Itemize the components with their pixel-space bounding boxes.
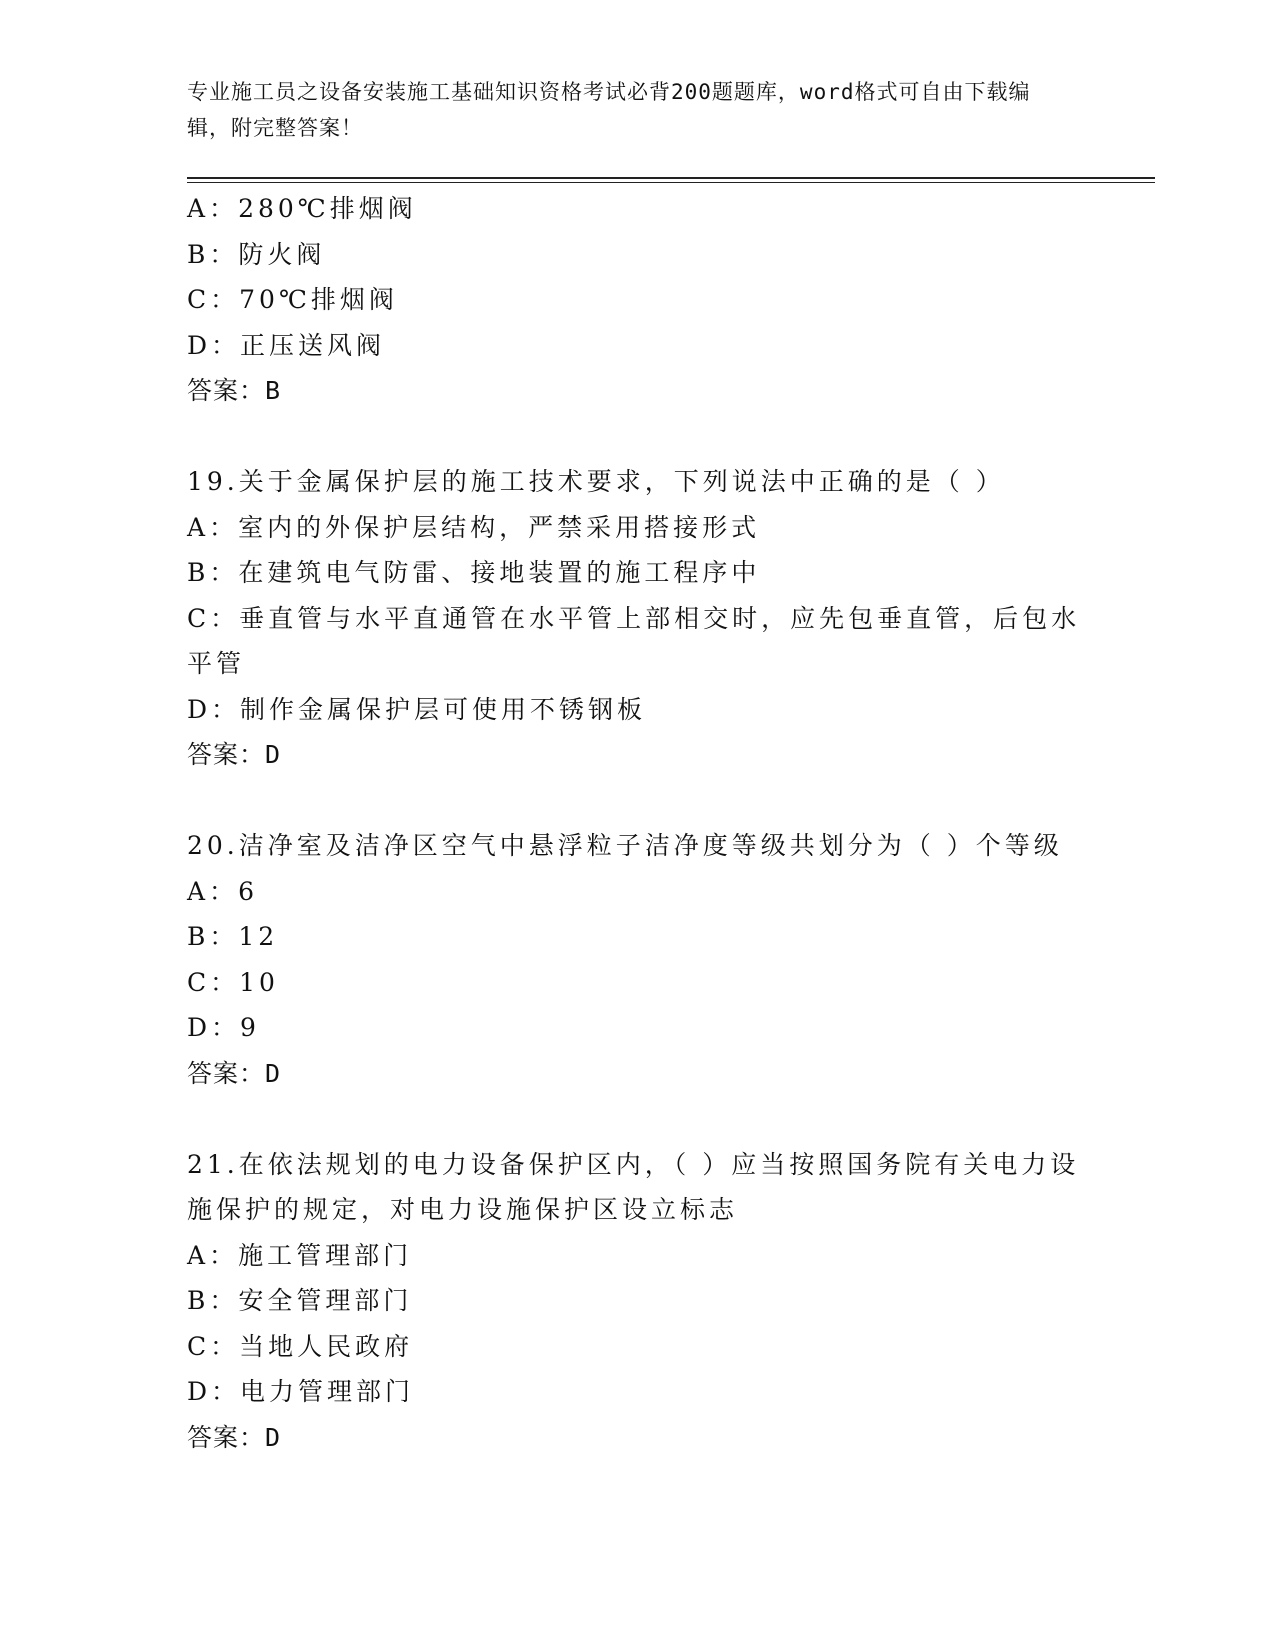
option-d: D：电力管理部门 <box>187 1377 415 1406</box>
answer: 答案：B <box>187 376 282 405</box>
answer: 答案：D <box>187 740 282 769</box>
question-stem: 21.在依法规划的电力设备保护区内，（ ）应当按照国务院有关电力设施保护的规定，对电力设施保护区设立标志 <box>187 1149 1080 1224</box>
option-b: B：安全管理部门 <box>187 1286 413 1315</box>
option-b: B：防火阀 <box>187 239 326 269</box>
option-a: A：6 <box>187 876 258 906</box>
question-stem: 19.关于金属保护层的施工技术要求，下列说法中正确的是（ ） <box>187 467 1005 496</box>
option-d: D：制作金属保护层可使用不锈钢板 <box>187 694 647 724</box>
option-c: C：70℃排烟阀 <box>187 285 398 314</box>
question-block-20 <box>187 823 1087 1096</box>
document-header <box>187 74 1067 146</box>
option-b: B：12 <box>187 922 279 951</box>
question-list <box>187 186 1087 1460</box>
option-d: D：正压送风阀 <box>187 330 386 360</box>
option-a: A：施工管理部门 <box>187 1240 413 1270</box>
question-block-prev <box>187 186 1087 414</box>
option-a: A：室内的外保护层结构，严禁采用搭接形式 <box>187 512 761 542</box>
option-a: A：280℃排烟阀 <box>187 194 417 223</box>
option-c: C：当地人民政府 <box>187 1331 414 1361</box>
option-c: C：垂直管与水平直通管在水平管上部相交时，应先包垂直管，后包水平管 <box>187 603 1081 678</box>
header-title: 专业施工员之设备安装施工基础知识资格考试必背200题题库，word格式可自由下载编辑，附完整答案！ <box>187 80 1031 140</box>
answer: 答案：D <box>187 1422 282 1452</box>
question-stem: 20.洁净室及洁净区空气中悬浮粒子洁净度等级共划分为（ ）个等级 <box>187 831 1063 860</box>
question-block-21 <box>187 1142 1087 1461</box>
option-d: D：9 <box>187 1013 260 1042</box>
header-rule-thin <box>187 182 1155 183</box>
question-block-19 <box>187 459 1087 778</box>
header-rule-thick <box>187 177 1155 179</box>
answer: 答案：D <box>187 1058 282 1088</box>
option-b: B：在建筑电气防雷、接地装置的施工程序中 <box>187 558 761 587</box>
option-c: C：10 <box>187 967 279 997</box>
